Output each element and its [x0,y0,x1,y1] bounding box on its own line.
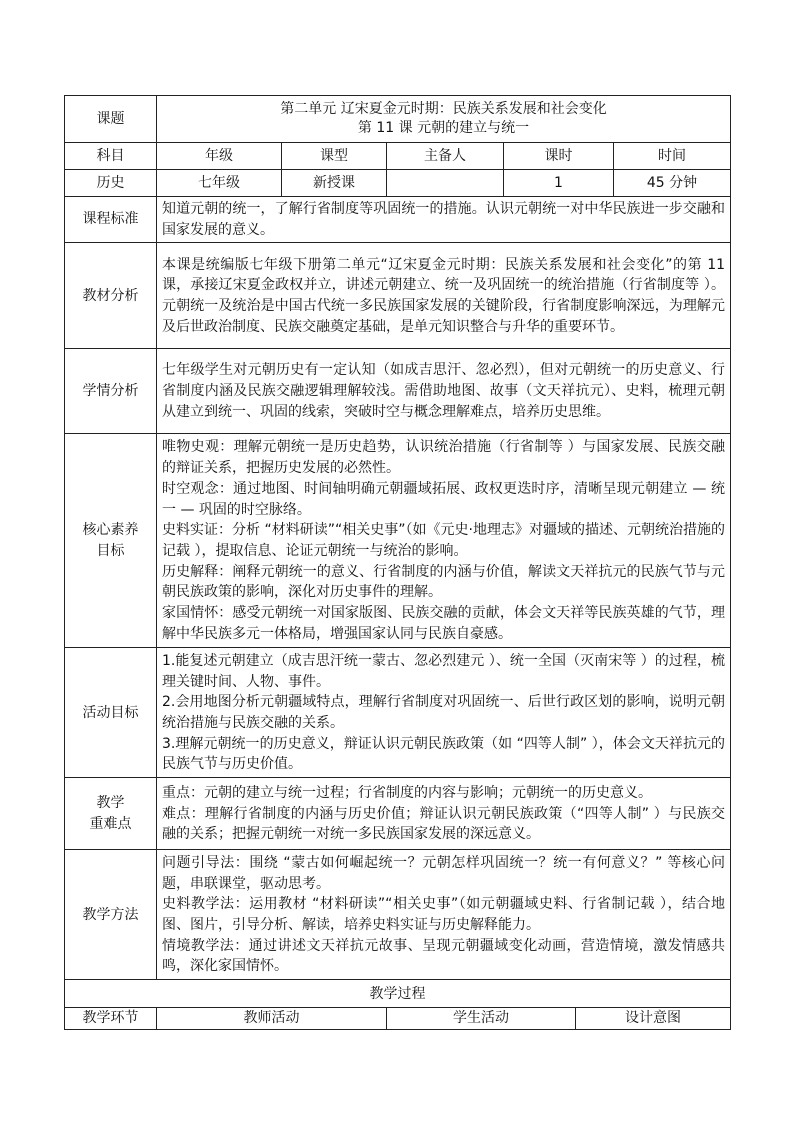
process-col-student: 学生活动 [387,1008,576,1030]
keypoints-label [65,778,157,850]
meta-value-periods: 1 [504,170,614,197]
literacy-para-materialism: 唯物史观：理解元朝统一是历史趋势，认识统治措施（行省制等 ）与国家发展、民族交融的辩证关系，把握历史发展的必然性。 [162,439,726,477]
meta-header-preparer: 主备人 [387,143,504,170]
meta-value-grade: 七年级 [157,170,282,197]
process-col-teacher: 教师活动 [157,1008,387,1030]
goals-item-3: 3.理解元朝统一的历史意义，辩证认识元朝民族政策（如 “四等人制” ），体会文天祥抗元的民族气节与历史价值。 [162,735,726,773]
process-col-intent: 设计意图 [576,1008,731,1030]
keypoints-label-line2: 重难点 [89,815,132,832]
process-header-row [65,1008,731,1030]
keypoints-row [65,778,731,850]
textbook-label: 教材分析 [65,243,157,349]
methods-label: 教学方法 [65,850,157,980]
literacy-label-line1: 核心素养 [82,522,139,539]
meta-value-row [65,170,731,197]
textbook-row [65,243,731,349]
title-row [65,96,731,143]
meta-header-type: 课型 [282,143,387,170]
lesson-plan-table [64,95,731,1030]
meta-header-row [65,143,731,170]
goals-text [157,648,731,778]
textbook-para: 本课是统编版七年级下册第二单元“辽宋夏金元时期：民族关系发展和社会变化”的第 11 课，承接辽宋夏金政权并立，讲述元朝建立、统一及巩固统一的统治措施（行省制度等 ）。元朝统一及统治是中国古代统一多民族国家发展的关键阶段，行省制度影响深远，为理解元及后世政治制度、民族交融奠定基础，是单元知识整合与升华的重要环节。 [162,256,726,335]
goals-item-1: 1.能复述元朝建立（成吉思汗统一蒙古、忽必烈建元 ）、统一全国（灭南宋等 ）的过程，梳理关键时间、人物、事件。 [162,652,726,690]
standard-label: 课程标准 [65,197,157,243]
keypoints-label-line1: 教学 [96,795,125,812]
keypoints-text [157,778,731,850]
meta-value-time: 45 分钟 [614,170,731,197]
methods-situation: 情境教学法：通过讲述文天祥抗元故事、呈现元朝疆域变化动画，营造情境，激发情感共鸣，深化家国情怀。 [162,937,726,975]
unit-title: 第二单元 辽宋夏金元时期：民族关系发展和社会变化 [280,101,607,117]
literacy-text [157,434,731,648]
keypoints-focus: 重点：元朝的建立与统一过程；行省制度的内容与影响；元朝统一的历史意义。 [162,784,652,801]
meta-header-time: 时间 [614,143,731,170]
goals-item-2: 2.会用地图分析元朝疆域特点，理解行省制度对巩固统一、后世行政区划的影响，说明元朝统治措施与民族交融的关系。 [162,694,726,731]
students-row [65,349,731,434]
literacy-para-patriotism: 家国情怀：感受元朝统一对国家版图、民族交融的贡献，体会文天祥等民族英雄的气节，理解中华民族多元一体格局，增强国家认同与民族自豪感。 [162,605,726,642]
meta-value-type: 新授课 [282,170,387,197]
standard-para: 知道元朝的统一，了解行省制度等巩固统一的措施。认识元朝统一对中华民族进一步交融和国家发展的意义。 [162,201,726,238]
standard-row [65,197,731,243]
students-text [157,349,731,434]
meta-header-periods: 课时 [504,143,614,170]
lesson-subtitle: 第 11 课 元朝的建立与统一 [357,120,530,136]
methods-question: 问题引导法：围绕 “蒙古如何崛起统一？元朝怎样巩固统一？统一有何意义？” 等核心问题，串联课堂，驱动思考。 [162,854,726,892]
standard-text [157,197,731,243]
topic-label: 课题 [65,96,157,143]
students-label: 学情分析 [65,349,157,434]
goals-label: 活动目标 [65,648,157,778]
goals-row [65,648,731,778]
students-para: 七年级学生对元朝历史有一定认知（如成吉思汗、忽必烈），但对元朝统一的历史意义、行省制度内涵及民族交融逻辑理解较浅。需借助地图、故事（文天祥抗元）、史料，梳理元朝从建立到统一、巩固的线索，突破时空与概念理解难点，培养历史思维。 [162,362,726,420]
lesson-title [157,96,731,143]
literacy-row [65,434,731,648]
literacy-para-spacetime: 时空观念：通过地图、时间轴明确元朝疆域拓展、政权更迭时序，清晰呈现元朝建立 — 统一 — 巩固的时空脉络。 [162,480,726,518]
methods-text [157,850,731,980]
meta-header-subject: 科目 [65,143,157,170]
keypoints-difficulty: 难点：理解行省制度的内涵与历史价值；辩证认识元朝民族政策（“四等人制” ）与民族交融的关系；把握元朝统一对统一多民族国家发展的深远意义。 [162,805,726,843]
methods-sources: 史料教学法：运用教材 “材料研读”“相关史事”（如元朝疆域史料、行省制记载 ），结合地图、图片，引导分析、解读，培养史料实证与历史解释能力。 [162,896,726,933]
process-col-stage: 教学环节 [65,1008,157,1030]
literacy-label-line2: 目标 [96,542,125,559]
literacy-para-evidence: 史料实证：分析 “材料研读”“相关史事”（如《元史·地理志》对疆域的描述、元朝统治措施的记载 ），提取信息、论证元朝统一与统治的影响。 [162,522,726,559]
textbook-text [157,243,731,349]
meta-header-grade: 年级 [157,143,282,170]
literacy-para-interpretation: 历史解释：阐释元朝统一的意义、行省制度的内涵与价值，解读文天祥抗元的民族气节与元朝民族政策的影响，深化对历史事件的理解。 [162,563,726,601]
process-title: 教学过程 [65,980,731,1008]
meta-value-preparer [387,170,504,197]
literacy-label [65,434,157,648]
process-title-row [65,980,731,1008]
methods-row [65,850,731,980]
meta-value-subject: 历史 [65,170,157,197]
